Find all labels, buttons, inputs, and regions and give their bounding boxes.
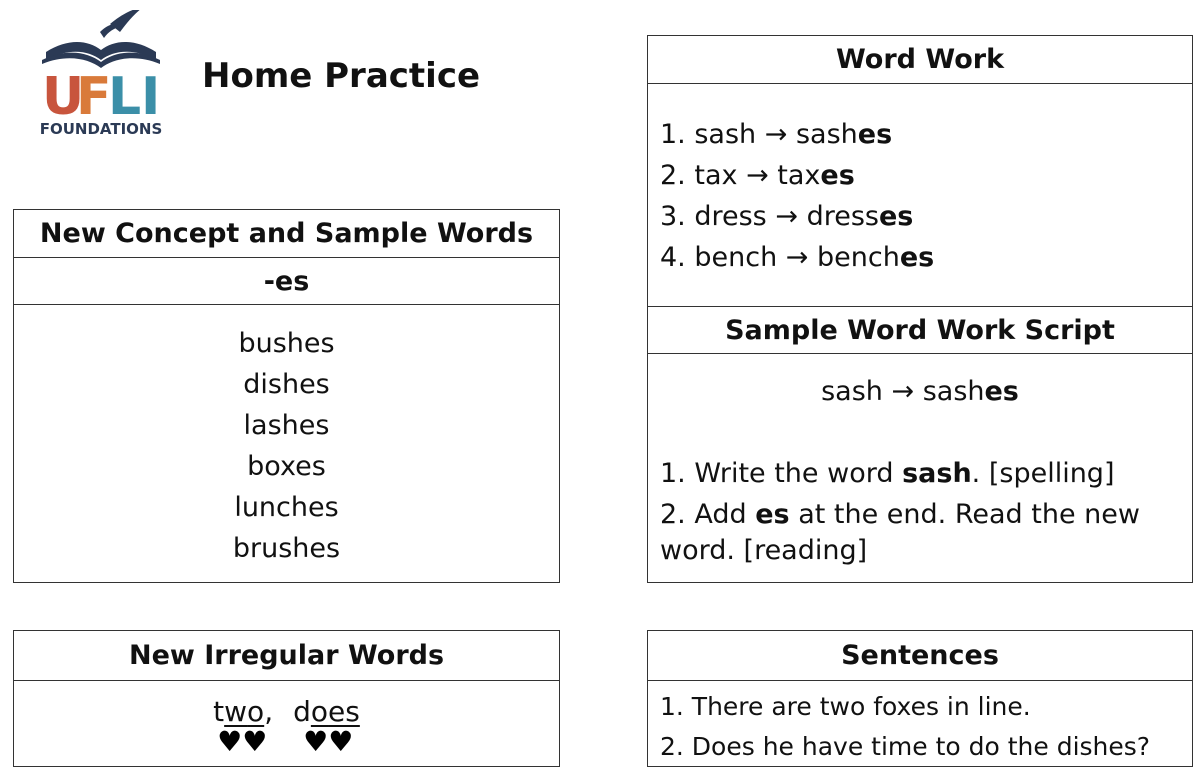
script-step: 2. Add es at the end. Read the new word. [reading]	[660, 499, 1140, 566]
sentence: 1. There are two foxes in line.	[660, 692, 1031, 721]
sentence: 2. Does he have time to do the dishes?	[660, 732, 1151, 761]
sample-words-list	[14, 305, 559, 569]
letter: d	[293, 695, 311, 728]
logo-i: I	[141, 67, 161, 127]
sentences-list	[648, 681, 1192, 767]
sentences-header: Sentences	[648, 631, 1192, 681]
logo-subtext: FOUNDATIONS	[39, 120, 163, 138]
letter: t	[213, 695, 225, 728]
sample-word: dishes	[243, 369, 330, 400]
sample-word: brushes	[232, 533, 341, 564]
irregular-header: New Irregular Words	[14, 631, 559, 681]
heart-icon: ♥	[303, 725, 329, 758]
book-bird-icon	[42, 10, 160, 68]
word-work-list	[648, 84, 1192, 306]
comma: ,	[264, 695, 274, 728]
word-work-item: 1. sash → sashes	[660, 119, 893, 150]
concept-header: New Concept and Sample Words	[14, 210, 559, 258]
irregular-words-box	[13, 630, 560, 767]
heart-icon: ♥	[328, 725, 354, 758]
logo-l: L	[108, 67, 142, 127]
script-step: 1. Write the word sash. [spelling]	[660, 458, 1115, 489]
word-work-box	[647, 35, 1193, 583]
concept-subheader: -es	[14, 258, 559, 305]
word-work-item: 3. dress → dresses	[660, 201, 914, 232]
irregular-words	[14, 695, 559, 756]
logo-f: F	[76, 67, 112, 127]
sentences-box	[647, 630, 1193, 767]
sample-word: bushes	[238, 328, 335, 359]
heart-icon: ♥	[242, 725, 268, 758]
word-work-item: 4. bench → benches	[660, 242, 935, 273]
letter-underlined: w	[224, 695, 248, 728]
sample-word: lunches	[234, 492, 339, 523]
ufli-logo	[38, 10, 164, 140]
irregular-word-does	[293, 695, 360, 756]
heart-icon: ♥	[217, 725, 243, 758]
word-work-header: Word Work	[648, 36, 1192, 84]
irregular-word-two	[213, 695, 273, 756]
script-header: Sample Word Work Script	[648, 306, 1192, 354]
page-title: Home Practice	[202, 56, 481, 96]
concept-box	[13, 209, 560, 583]
letter-underlined: es	[328, 695, 360, 728]
logo-u: U	[42, 67, 85, 127]
word-work-item: 2. tax → taxes	[660, 160, 855, 191]
letter-underlined: o	[247, 695, 265, 728]
sample-word: lashes	[243, 410, 330, 441]
script-example: sash → sashes	[821, 376, 1019, 407]
letter-underlined: o	[310, 695, 329, 728]
sample-word: boxes	[247, 451, 326, 482]
script-steps	[648, 416, 1192, 569]
